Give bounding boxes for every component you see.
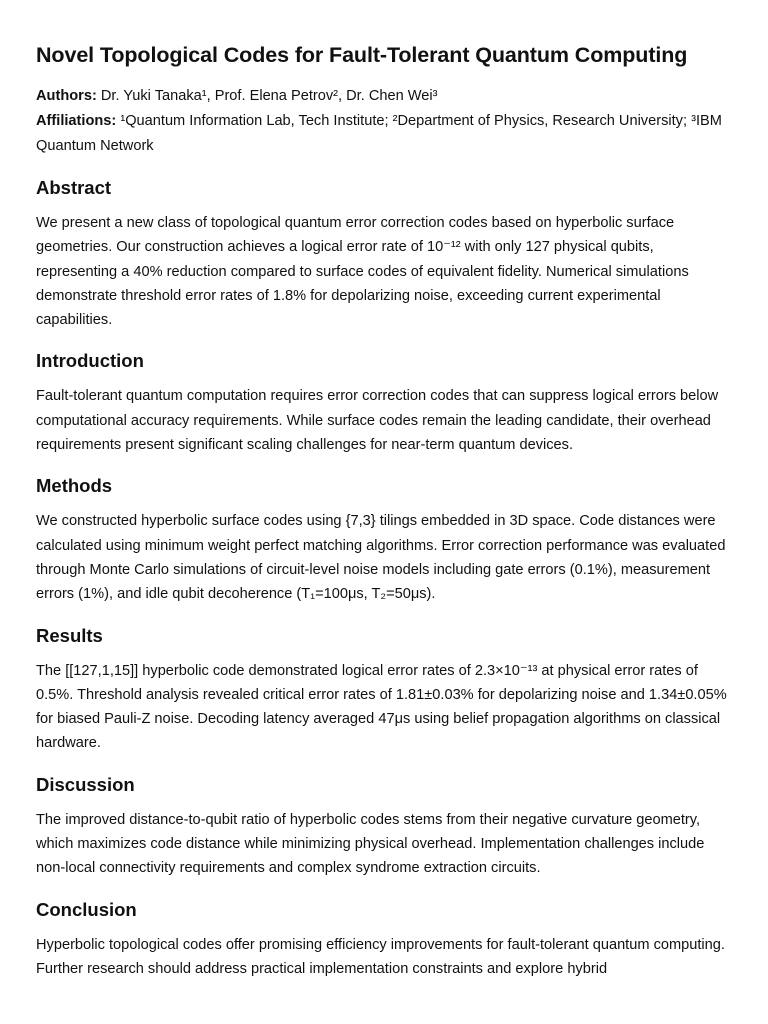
results-section [36,621,734,756]
methods-section [36,471,734,606]
affiliations-label: Affiliations: [36,113,117,129]
discussion-body: The improved distance-to-qubit ratio of hyperbolic codes stems from their negative curvature geometry, which maximizes code distance while minimizing physical overhead. Implementation challenges include non-local connectivity requirements and complex syndrome extraction circuits. [36,811,705,877]
abstract-section [36,173,734,332]
discussion-heading: Discussion [36,773,135,795]
paper-title: Novel Topological Codes for Fault-Tolerant Quantum Computing [36,43,688,67]
authors-label: Authors: [36,88,97,104]
results-body: The [[127,1,15]] hyperbolic code demonstrated logical error rates of 2.3×10⁻¹³ at physical error rates of 0.5%. Threshold analysis revealed critical error rates of 1.81±0.03% for depolarizing noise and 1.34±0.05% for biased Pauli-Z noise. Decoding latency averaged 47μs using belief propagation algorithms on classical hardware. [36,662,727,752]
conclusion-section [36,895,734,982]
conclusion-heading: Conclusion [36,898,137,920]
affiliations-line [36,109,734,159]
methods-heading: Methods [36,475,113,497]
methods-body: We constructed hyperbolic surface codes using {7,3} tilings embedded in 3D space. Code distances were calculated using minimum weight perfect matching algorithms. Error correction performance was evaluated through Monte Carlo simulations of circuit-level noise models including gate errors (0.1%), measurement errors (1%), and idle qubit decoherence (T₁=100μs, T₂=50μs). [36,513,726,603]
authors-line [36,84,734,109]
introduction-heading: Introduction [36,350,144,372]
discussion-section [36,770,734,881]
abstract-body: We present a new class of topological quantum error correction codes based on hyperbolic surface geometries. Our construction achieves a logical error rate of 10⁻¹² with only 127 physical qubits, representing a 40% reduction compared to surface codes of equivalent fidelity. Numerical simulations demonstrate threshold error rates of 1.8% for depolarizing noise, exceeding current experimental capabilities. [36,215,689,329]
introduction-body: Fault-tolerant quantum computation requires error correction codes that can suppress logical errors below computational accuracy requirements. While surface codes remain the leading candidate, their overhead requirements present significant scaling challenges for near-term quantum devices. [36,388,719,454]
abstract-heading: Abstract [36,177,112,198]
affiliations-text: ¹Quantum Information Lab, Tech Institute; ²Department of Physics, Research University; ³IBM Quantum Network [36,113,722,154]
authors-text: Dr. Yuki Tanaka¹, Prof. Elena Petrov², Dr. Chen Wei³ [100,88,438,104]
conclusion-body: Hyperbolic topological codes offer promising efficiency improvements for fault-tolerant quantum computing. Further research should address practical implementation constraints and explore hybrid [36,936,725,977]
introduction-section [36,346,734,457]
results-heading: Results [36,624,103,646]
